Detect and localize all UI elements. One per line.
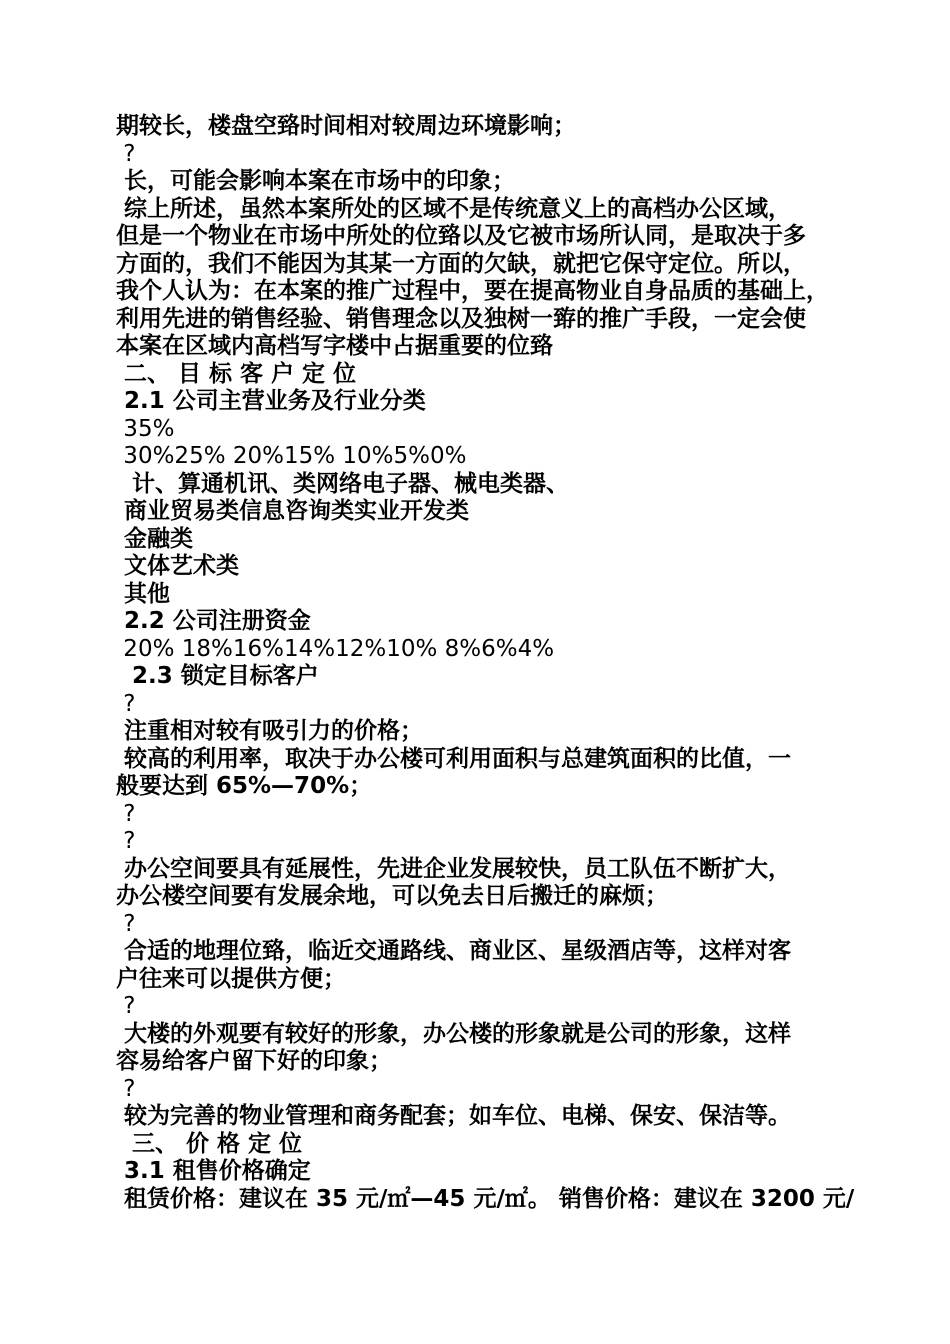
text-line: ? <box>116 910 136 937</box>
text-line: 其他 <box>116 580 171 607</box>
text-line: 租赁价格：建议在 35 元/㎡—45 元/㎡。 销售价格：建议在 3200 元/ <box>116 1185 855 1212</box>
text-line: 我个人认为：在本案的推广过程中，要在提高物业自身品质的基础上， <box>116 278 829 304</box>
document-body <box>116 113 916 1213</box>
subsection-heading: 2.2 公司注册资金 <box>116 608 311 634</box>
subsection-heading: 2.3 锁定目标客户 <box>116 663 319 689</box>
text-line: 期较长，楼盘空臵时间相对较周边环境影响； <box>116 113 576 139</box>
text-line: 长，可能会影响本案在市场中的印象； <box>116 168 516 194</box>
text-line: ? <box>116 690 136 717</box>
text-line: 办公楼空间要有发展余地，可以免去日后搬迁的麻烦； <box>116 883 668 909</box>
text-line: 30%25% 20%15% 10%5%0% <box>116 443 467 469</box>
section-heading: 二、 目 标 客 户 定 位 <box>116 360 357 387</box>
text-line: ? <box>116 993 136 1019</box>
text-line: 35% <box>116 415 175 442</box>
text-line: ? <box>116 1075 136 1102</box>
text-line: 本案在区域内高档写字楼中占据重要的位臵 <box>116 333 553 359</box>
text-line: 商业贸易类信息咨询类实业开发类 <box>116 498 470 524</box>
section-heading: 三、 价 格 定 位 <box>116 1130 303 1157</box>
subsection-heading: 2.1 公司主营业务及行业分类 <box>116 388 426 414</box>
text-line: 合适的地理位臵，临近交通路线、商业区、星级酒店等，这样对客 <box>116 938 792 964</box>
text-line: 户往来可以提供方便； <box>116 965 346 992</box>
subsection-heading: 3.1 租售价格确定 <box>116 1158 311 1184</box>
text-line: 但是一个物业在市场中所处的位臵以及它被市场所认同，是取决于多 <box>116 223 806 249</box>
text-line: 综上所述，虽然本案所处的区域不是传统意义上的高档办公区域， <box>116 195 792 222</box>
text-line: 般要达到 65%—70%； <box>116 773 373 799</box>
text-line: ? <box>116 800 136 827</box>
text-line: 金融类 <box>116 525 194 552</box>
text-line: 容易给客户留下好的印象； <box>116 1048 392 1074</box>
text-line: 注重相对较有吸引力的价格； <box>116 718 424 744</box>
text-line: 办公空间要具有延展性，先进企业发展较快，员工队伍不断扩大， <box>116 855 792 882</box>
text-line: ? <box>116 140 136 167</box>
text-line: 20% 18%16%14%12%10% 8%6%4% <box>116 635 555 662</box>
text-line: 文体艺术类 <box>116 553 240 579</box>
text-line: 利用先进的销售经验、销售理念以及独树一臶的推广手段，一定会使 <box>116 305 806 332</box>
text-line: 方面的，我们不能因为其某一方面的欠缺，就把它保守定位。所以， <box>116 250 806 277</box>
text-line: 较为完善的物业管理和商务配套；如车位、电梯、保安、保洁等。 <box>116 1103 792 1129</box>
text-line: 计、算通机讯、类网络电子器、械电类器、 <box>116 470 570 497</box>
text-line: 大楼的外观要有较好的形象，办公楼的形象就是公司的形象，这样 <box>116 1020 792 1047</box>
text-line: 较高的利用率，取决于办公楼可利用面积与总建筑面积的比值，一 <box>116 745 792 772</box>
text-line: ? <box>116 828 136 854</box>
